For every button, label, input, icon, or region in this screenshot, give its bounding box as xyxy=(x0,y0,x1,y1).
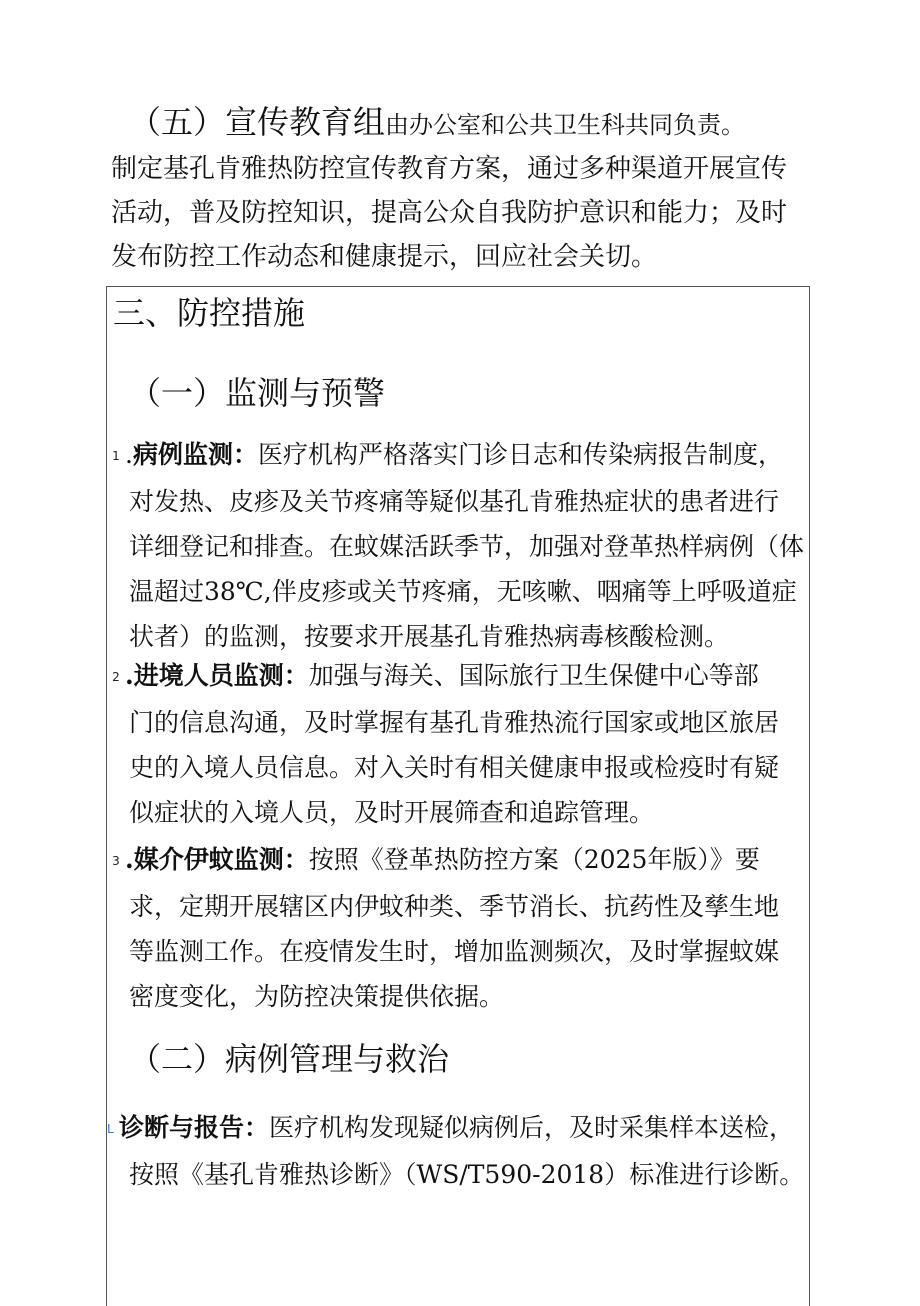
item-line: 状者）的监测，按要求开展基孔肯雅热病毒核酸检测。 xyxy=(129,622,730,651)
list-item-case-monitoring xyxy=(107,432,811,659)
list-item-diagnosis-report xyxy=(107,1105,811,1197)
item-dot: . xyxy=(125,845,134,874)
item-line: 门的信息沟通，及时掌握有基孔肯雅热流行国家或地区旅居 xyxy=(129,708,780,737)
publicity-group-heading: （五）宣传教育组 xyxy=(129,103,386,141)
item-line: 温超过38℃,伴皮疹或关节疼痛，无咳嗽、咽痛等上呼吸道症 xyxy=(129,577,797,606)
item-dot: . xyxy=(125,440,133,469)
item-first-line xyxy=(107,837,811,884)
item-lead: 病例监测： xyxy=(132,440,258,469)
item-line: 等监测工作。在疫情发生时，增加监测频次，及时掌握蚊媒 xyxy=(129,937,780,966)
publicity-group-responsibility: 由办公室和公共卫生科共同负责。 xyxy=(385,111,746,139)
item-line: 详细登记和排查。在蚊媒活跃季节，加强对登革热样病例（体 xyxy=(129,532,805,561)
intro-paragraph xyxy=(111,100,811,279)
item-number: 1 xyxy=(112,449,120,463)
item-dot: . xyxy=(125,661,134,690)
list-item-entry-monitoring xyxy=(107,653,811,835)
section-title: 三、防控措施 xyxy=(113,294,306,332)
item-number: 2 xyxy=(112,670,120,684)
prevention-measures-box xyxy=(106,286,810,1306)
item-number: 3 xyxy=(112,854,120,868)
intro-line: 制定基孔肯雅热防控宣传教育方案，通过多种渠道开展宣传 xyxy=(111,154,788,184)
item-first-text: 医疗机构严格落实门诊日志和传染病报告制度， xyxy=(257,440,783,469)
item-first-line xyxy=(107,653,811,700)
item-first-text: 加强与海关、国际旅行卫生保健中心等部 xyxy=(308,661,759,690)
intro-line: 发布防控工作动态和健康提示，回应社会关切。 xyxy=(111,242,658,272)
item-lead: 进境人员监测： xyxy=(133,661,309,690)
item-first-line xyxy=(107,432,811,479)
item-line: 求，定期开展辖区内伊蚊种类、季节消长、抗药性及孳生地 xyxy=(129,892,780,921)
subsection-case-management-title: （二）病例管理与救治 xyxy=(129,1040,450,1078)
intro-first-line xyxy=(111,100,811,147)
item-line: 密度变化，为防控决策提供依据。 xyxy=(129,982,505,1011)
item-lead: 诊断与报告： xyxy=(119,1113,270,1142)
item-first-line xyxy=(107,1105,811,1152)
intro-line: 活动，普及防控知识，提高公众自我防护意识和能力；及时 xyxy=(111,198,788,228)
item-number: L xyxy=(107,1122,114,1136)
item-line: 史的入境人员信息。对入关时有相关健康申报或检疫时有疑 xyxy=(129,753,780,782)
item-lead: 媒介伊蚊监测： xyxy=(133,845,309,874)
item-line: 按照《基孔肯雅热诊断》（WS/T590-2018）标准进行诊断。 xyxy=(129,1160,805,1189)
list-item-mosquito-monitoring xyxy=(107,837,811,1019)
item-line: 似症状的入境人员，及时开展筛查和追踪管理。 xyxy=(129,798,655,827)
subsection-monitoring-title: （一）监测与预警 xyxy=(129,374,386,412)
item-first-text: 按照《登革热防控方案（2025年版）》要 xyxy=(308,845,760,874)
item-first-text: 医疗机构发现疑似病例后，及时采集样本送检， xyxy=(269,1113,795,1142)
item-line: 对发热、皮疹及关节疼痛等疑似基孔肯雅热症状的患者进行 xyxy=(129,487,780,516)
